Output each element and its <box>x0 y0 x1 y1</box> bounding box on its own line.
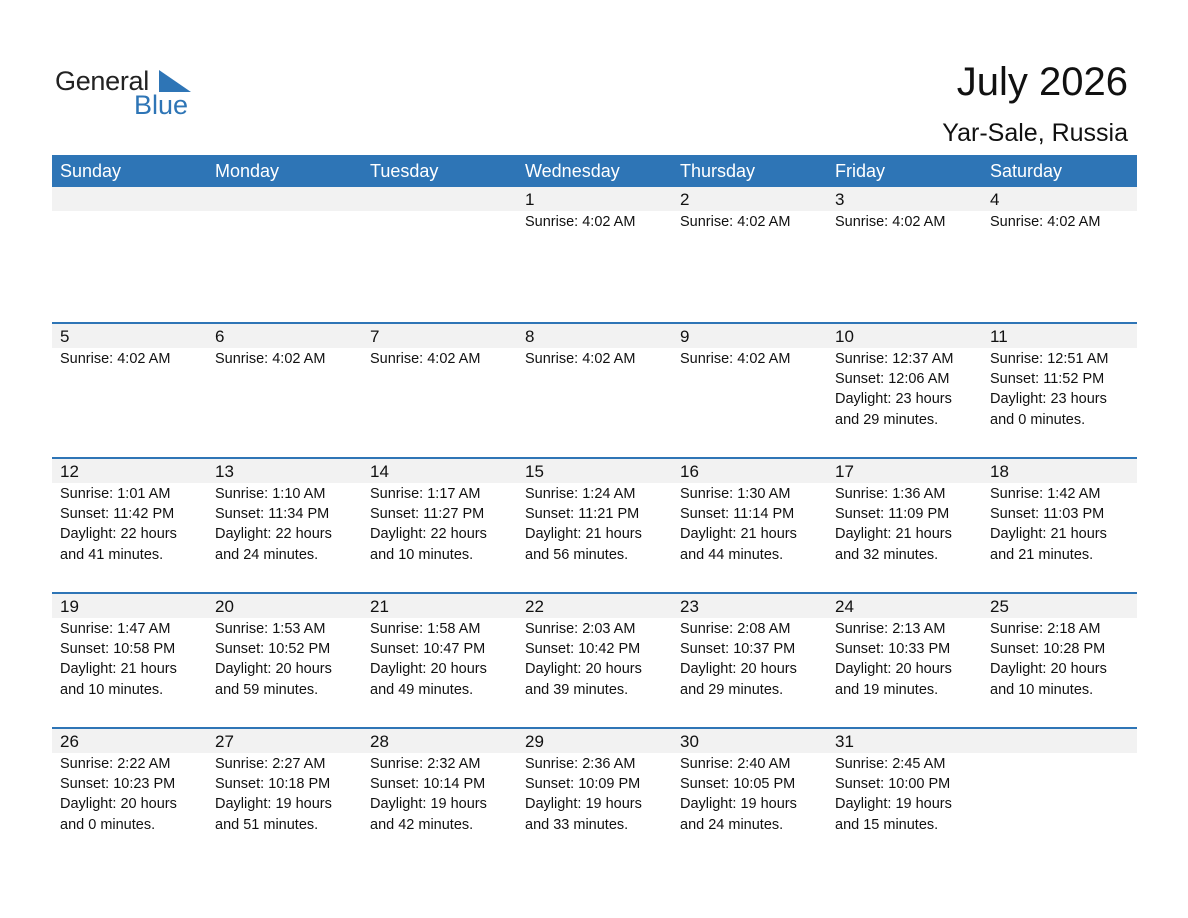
day-number: 5 <box>52 324 207 348</box>
day-number <box>362 187 517 211</box>
day-sun-info: Sunrise: 1:42 AM Sunset: 11:03 PM Daylight: 21 hours and 21 minutes. <box>990 486 1107 563</box>
day-number: 4 <box>982 187 1137 211</box>
day-cell <box>207 729 362 862</box>
weekday-header-friday: Friday <box>835 161 886 181</box>
calendar-weeks <box>52 187 1137 862</box>
day-number: 13 <box>207 459 362 483</box>
day-number: 26 <box>52 729 207 753</box>
day-cell <box>672 459 827 592</box>
day-cell <box>982 459 1137 592</box>
day-sun-info: Sunrise: 2:45 AM Sunset: 10:00 PM Daylight: 19 hours and 15 minutes. <box>835 756 952 833</box>
day-sun-info: Sunrise: 12:51 AM Sunset: 11:52 PM Daylight: 23 hours and 0 minutes. <box>990 351 1109 428</box>
logo-general-text: General <box>55 66 149 96</box>
day-number: 25 <box>982 594 1137 618</box>
day-number: 10 <box>827 324 982 348</box>
logo <box>55 66 195 118</box>
weekday-header-monday: Monday <box>215 161 280 181</box>
calendar-week <box>52 457 1137 592</box>
day-number: 18 <box>982 459 1137 483</box>
day-number: 2 <box>672 187 827 211</box>
day-cell <box>362 729 517 862</box>
day-cell <box>827 187 982 320</box>
day-number: 30 <box>672 729 827 753</box>
day-sun-info: Sunrise: 12:37 AM Sunset: 12:06 AM Daylight: 23 hours and 29 minutes. <box>835 351 954 428</box>
day-number: 21 <box>362 594 517 618</box>
day-sun-info: Sunrise: 2:13 AM Sunset: 10:33 PM Daylight: 20 hours and 19 minutes. <box>835 621 952 698</box>
day-sun-info: Sunrise: 4:02 AM <box>835 214 946 230</box>
day-number: 11 <box>982 324 1137 348</box>
day-sun-info: Sunrise: 4:02 AM <box>370 351 481 367</box>
day-sun-info: Sunrise: 2:40 AM Sunset: 10:05 PM Daylight: 19 hours and 24 minutes. <box>680 756 797 833</box>
day-sun-info: Sunrise: 2:22 AM Sunset: 10:23 PM Daylight: 20 hours and 0 minutes. <box>60 756 177 833</box>
day-number: 19 <box>52 594 207 618</box>
logo-blue-text: Blue <box>134 90 189 120</box>
day-cell <box>517 594 672 727</box>
day-sun-info: Sunrise: 2:03 AM Sunset: 10:42 PM Daylight: 20 hours and 39 minutes. <box>525 621 642 698</box>
day-sun-info <box>207 211 362 212</box>
page-title: July 2026 <box>956 60 1128 104</box>
day-cell <box>517 187 672 320</box>
weekday-header-tuesday: Tuesday <box>370 161 439 181</box>
day-cell <box>207 324 362 457</box>
day-sun-info: Sunrise: 4:02 AM <box>215 351 326 367</box>
day-sun-info: Sunrise: 1:47 AM Sunset: 10:58 PM Daylight: 21 hours and 10 minutes. <box>60 621 177 698</box>
day-cell <box>207 187 362 320</box>
day-number: 9 <box>672 324 827 348</box>
weekday-header-sunday: Sunday <box>60 161 122 181</box>
day-cell <box>52 729 207 862</box>
day-number: 24 <box>827 594 982 618</box>
calendar-grid <box>52 155 1137 862</box>
weekday-header-saturday: Saturday <box>990 161 1063 181</box>
weekday-header-wednesday: Wednesday <box>525 161 620 181</box>
day-number: 12 <box>52 459 207 483</box>
day-sun-info <box>982 753 1137 754</box>
day-sun-info: Sunrise: 4:02 AM <box>525 214 636 230</box>
calendar-week <box>52 592 1137 727</box>
day-sun-info: Sunrise: 2:08 AM Sunset: 10:37 PM Daylight: 20 hours and 29 minutes. <box>680 621 797 698</box>
day-cell <box>827 729 982 862</box>
day-cell <box>207 459 362 592</box>
day-sun-info <box>52 211 207 212</box>
day-number: 20 <box>207 594 362 618</box>
day-number: 6 <box>207 324 362 348</box>
day-sun-info: Sunrise: 1:53 AM Sunset: 10:52 PM Daylight: 20 hours and 59 minutes. <box>215 621 332 698</box>
day-cell <box>672 729 827 862</box>
day-sun-info: Sunrise: 2:36 AM Sunset: 10:09 PM Daylight: 19 hours and 33 minutes. <box>525 756 642 833</box>
day-sun-info: Sunrise: 1:24 AM Sunset: 11:21 PM Daylight: 21 hours and 56 minutes. <box>525 486 642 563</box>
day-cell <box>827 459 982 592</box>
day-number: 7 <box>362 324 517 348</box>
day-cell <box>517 459 672 592</box>
day-cell <box>52 459 207 592</box>
day-cell <box>517 324 672 457</box>
day-cell <box>827 594 982 727</box>
day-sun-info <box>362 211 517 212</box>
day-sun-info: Sunrise: 1:58 AM Sunset: 10:47 PM Daylight: 20 hours and 49 minutes. <box>370 621 487 698</box>
day-number: 3 <box>827 187 982 211</box>
day-cell <box>362 594 517 727</box>
day-number: 1 <box>517 187 672 211</box>
day-number: 22 <box>517 594 672 618</box>
day-sun-info: Sunrise: 2:18 AM Sunset: 10:28 PM Daylight: 20 hours and 10 minutes. <box>990 621 1107 698</box>
day-number: 28 <box>362 729 517 753</box>
day-cell <box>672 324 827 457</box>
day-sun-info: Sunrise: 4:02 AM <box>680 351 791 367</box>
day-cell <box>827 324 982 457</box>
day-number: 31 <box>827 729 982 753</box>
day-sun-info: Sunrise: 1:10 AM Sunset: 11:34 PM Daylight: 22 hours and 24 minutes. <box>215 486 332 563</box>
day-number: 27 <box>207 729 362 753</box>
day-number: 17 <box>827 459 982 483</box>
day-number: 16 <box>672 459 827 483</box>
day-sun-info: Sunrise: 1:30 AM Sunset: 11:14 PM Daylight: 21 hours and 44 minutes. <box>680 486 797 563</box>
day-sun-info: Sunrise: 4:02 AM <box>60 351 171 367</box>
weekday-header-row <box>52 155 1137 187</box>
day-cell <box>52 187 207 320</box>
calendar-week <box>52 187 1137 322</box>
day-cell <box>982 324 1137 457</box>
day-number: 15 <box>517 459 672 483</box>
day-cell <box>362 459 517 592</box>
day-number: 14 <box>362 459 517 483</box>
day-cell <box>672 187 827 320</box>
day-sun-info: Sunrise: 1:17 AM Sunset: 11:27 PM Daylight: 22 hours and 10 minutes. <box>370 486 487 563</box>
day-number <box>982 729 1137 753</box>
day-sun-info: Sunrise: 4:02 AM <box>525 351 636 367</box>
day-cell <box>207 594 362 727</box>
day-sun-info: Sunrise: 4:02 AM <box>990 214 1101 230</box>
day-sun-info: Sunrise: 2:32 AM Sunset: 10:14 PM Daylight: 19 hours and 42 minutes. <box>370 756 487 833</box>
day-sun-info: Sunrise: 4:02 AM <box>680 214 791 230</box>
day-sun-info: Sunrise: 1:36 AM Sunset: 11:09 PM Daylight: 21 hours and 32 minutes. <box>835 486 952 563</box>
day-cell <box>982 187 1137 320</box>
location-subtitle: Yar-Sale, Russia <box>942 119 1128 147</box>
day-cell <box>362 324 517 457</box>
logo-triangle-icon <box>159 70 191 92</box>
day-number <box>207 187 362 211</box>
day-cell <box>52 594 207 727</box>
day-number <box>52 187 207 211</box>
weekday-header-thursday: Thursday <box>680 161 756 181</box>
calendar-week <box>52 322 1137 457</box>
day-cell <box>52 324 207 457</box>
day-cell <box>362 187 517 320</box>
day-cell <box>982 729 1137 862</box>
day-cell <box>982 594 1137 727</box>
day-sun-info: Sunrise: 1:01 AM Sunset: 11:42 PM Daylight: 22 hours and 41 minutes. <box>60 486 177 563</box>
day-number: 29 <box>517 729 672 753</box>
day-number: 23 <box>672 594 827 618</box>
day-cell <box>517 729 672 862</box>
day-sun-info: Sunrise: 2:27 AM Sunset: 10:18 PM Daylight: 19 hours and 51 minutes. <box>215 756 332 833</box>
calendar-week <box>52 727 1137 862</box>
day-number: 8 <box>517 324 672 348</box>
day-cell <box>672 594 827 727</box>
